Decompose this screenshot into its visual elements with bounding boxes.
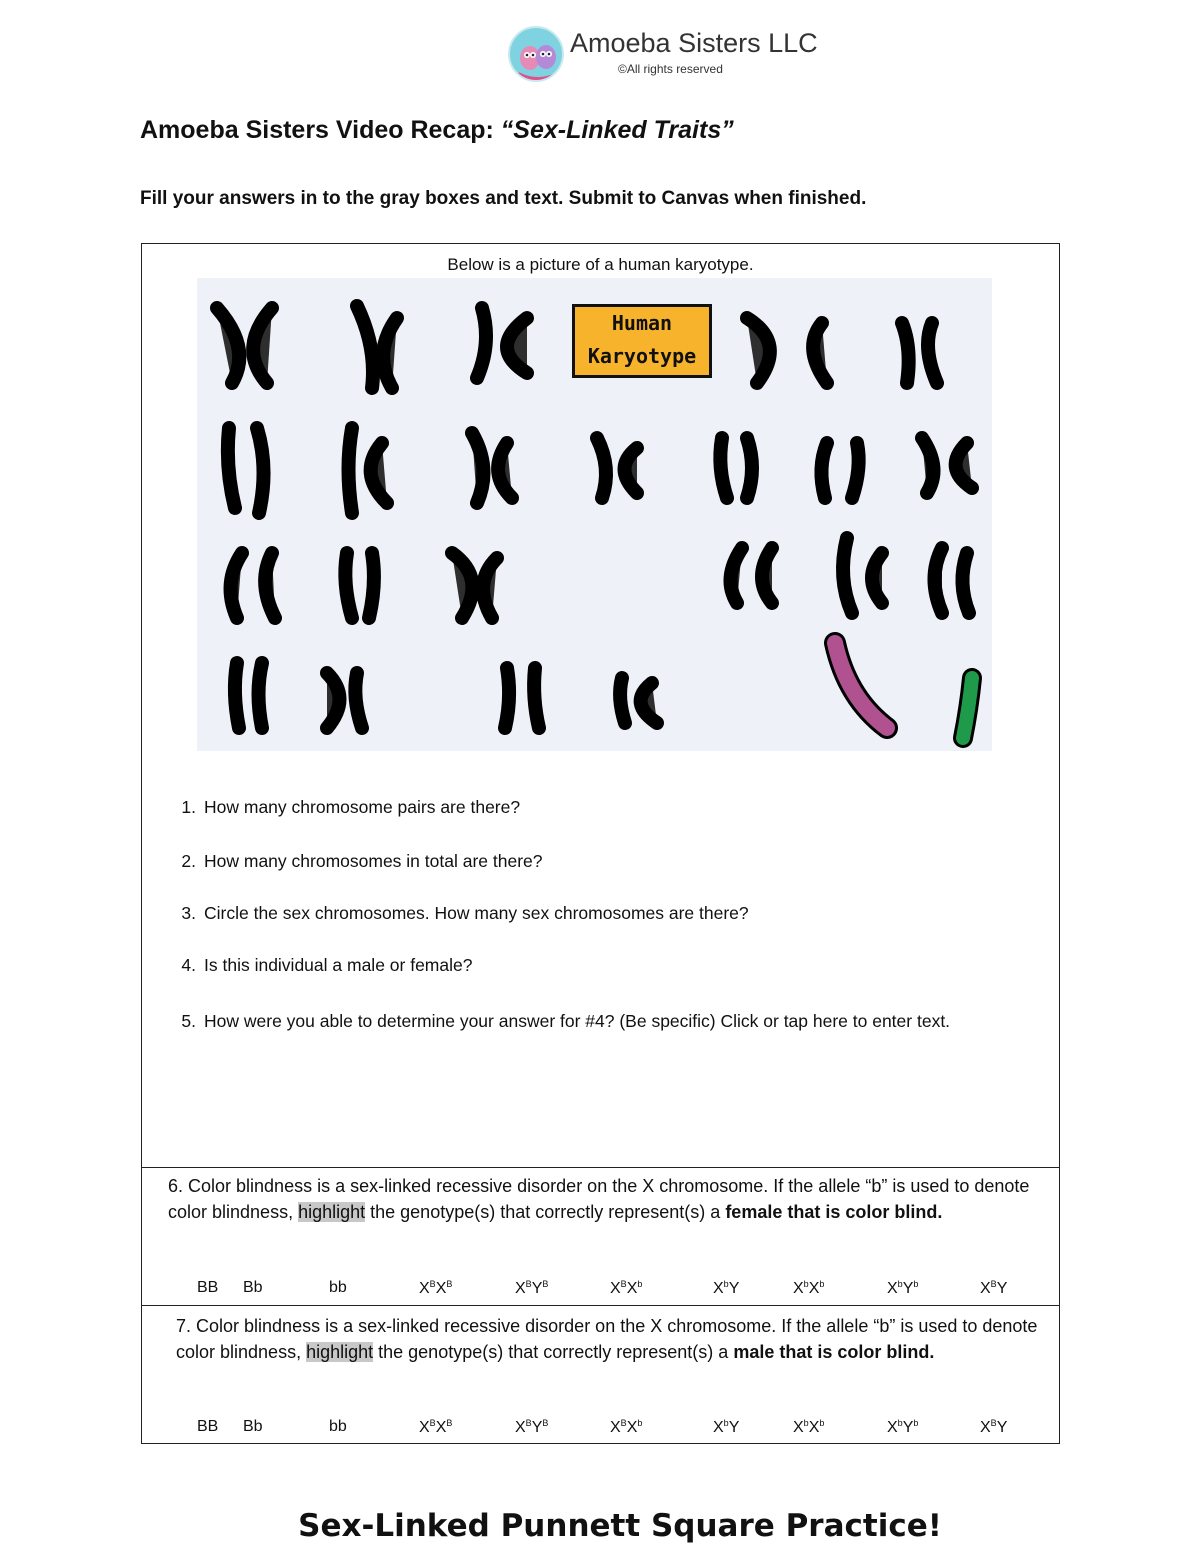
question-3	[170, 900, 749, 927]
page-title	[140, 116, 734, 145]
question-6-section	[141, 1166, 1060, 1306]
question-4	[170, 952, 472, 979]
logo-name: Amoeba Sisters LLC	[570, 28, 818, 58]
genotype-option[interactable]: BB	[197, 1279, 219, 1296]
karyotype-caption: Below is a picture of a human karyotype.	[447, 255, 754, 274]
title-prefix: Amoeba Sisters Video Recap:	[140, 116, 501, 144]
genotype-option[interactable]: $X^BY^B$	[515, 1418, 549, 1436]
genotype-option[interactable]: bb	[329, 1279, 347, 1296]
instructions: Fill your answers in to the gray boxes and text. Submit to Canvas when finished.	[140, 188, 867, 209]
genotype-option[interactable]: $X^bY$	[713, 1279, 740, 1297]
genotype-option[interactable]: BB	[197, 1418, 219, 1435]
question-2	[170, 848, 542, 875]
q6-highlight-word: highlight	[298, 1202, 366, 1222]
karyotype-image	[197, 278, 992, 751]
title-topic: “Sex-Linked Traits”	[500, 116, 734, 144]
question-6-text	[168, 1173, 1048, 1225]
karyotype-label-line1: Human	[611, 311, 673, 335]
karyotype-label-line2: Karyotype	[587, 344, 697, 368]
question-7-text	[176, 1313, 1056, 1365]
q6-prompt: 6. Color blindness is a sex-linked recessive disorder on the X chromosome. If the allele “b” is used to denote color blindness,	[168, 1176, 1030, 1222]
genotype-option[interactable]: $X^BY$	[980, 1279, 1008, 1297]
company-logo	[508, 26, 818, 82]
q6-genotype-options	[142, 1279, 1059, 1303]
genotype-option[interactable]: $X^bX^b$	[793, 1418, 825, 1436]
genotype-option[interactable]: $X^BX^b$	[610, 1418, 643, 1436]
genotype-option[interactable]: Bb	[243, 1418, 263, 1435]
q6-target: female that is color blind.	[725, 1202, 943, 1222]
logo-rights: ©All rights reserved	[618, 62, 723, 76]
q7-prompt: 7. Color blindness is a sex-linked recessive disorder on the X chromosome. If the allele “b” is used to denote color blindness,	[176, 1316, 1038, 1362]
human-karyotype-label	[572, 304, 712, 378]
question-7-section	[141, 1305, 1060, 1444]
genotype-option[interactable]: $X^BX^b$	[610, 1279, 643, 1297]
genotype-option[interactable]: $X^BX^B$	[419, 1279, 453, 1297]
q7-prompt-mid: the genotype(s) that correctly represent(s) a	[373, 1342, 734, 1362]
karyotype-section	[141, 243, 1060, 1168]
q7-highlight-word: highlight	[306, 1342, 374, 1362]
genotype-option[interactable]: $X^BY^B$	[515, 1279, 549, 1297]
question-number: 5.	[181, 1011, 196, 1031]
question-number: 1.	[181, 797, 196, 817]
question-1	[170, 794, 520, 821]
question-number: 3.	[181, 903, 196, 923]
question-number: 4.	[181, 955, 196, 975]
genotype-option[interactable]: $X^BY$	[980, 1418, 1008, 1436]
genotype-option[interactable]: $X^bY^b$	[887, 1418, 919, 1436]
question-text: How many chromosomes in total are there?	[204, 851, 543, 871]
question-5	[170, 1008, 1020, 1035]
question-number: 2.	[181, 851, 196, 871]
q6-prompt-mid: the genotype(s) that correctly represent(s) a	[365, 1202, 726, 1222]
genotype-option[interactable]: $X^BX^B$	[419, 1418, 453, 1436]
question-text: Circle the sex chromosomes. How many sex chromosomes are there?	[204, 903, 749, 923]
genotype-option[interactable]: bb	[329, 1418, 347, 1435]
question-text[interactable]: How were you able to determine your answer for #4? (Be specific) Click or tap here to enter text.	[204, 1011, 951, 1031]
section-heading: Sex-Linked Punnett Square Practice!	[298, 1508, 942, 1544]
q7-target: male that is color blind.	[733, 1342, 935, 1362]
amoeba-logo-icon	[508, 26, 564, 82]
question-text: Is this individual a male or female?	[204, 955, 473, 975]
question-text: How many chromosome pairs are there?	[204, 797, 521, 817]
genotype-option[interactable]: $X^bY^b$	[887, 1279, 919, 1297]
genotype-option[interactable]: Bb	[243, 1279, 263, 1296]
q7-genotype-options	[142, 1418, 1059, 1442]
genotype-option[interactable]: $X^bY$	[713, 1418, 740, 1436]
genotype-option[interactable]: $X^bX^b$	[793, 1279, 825, 1297]
